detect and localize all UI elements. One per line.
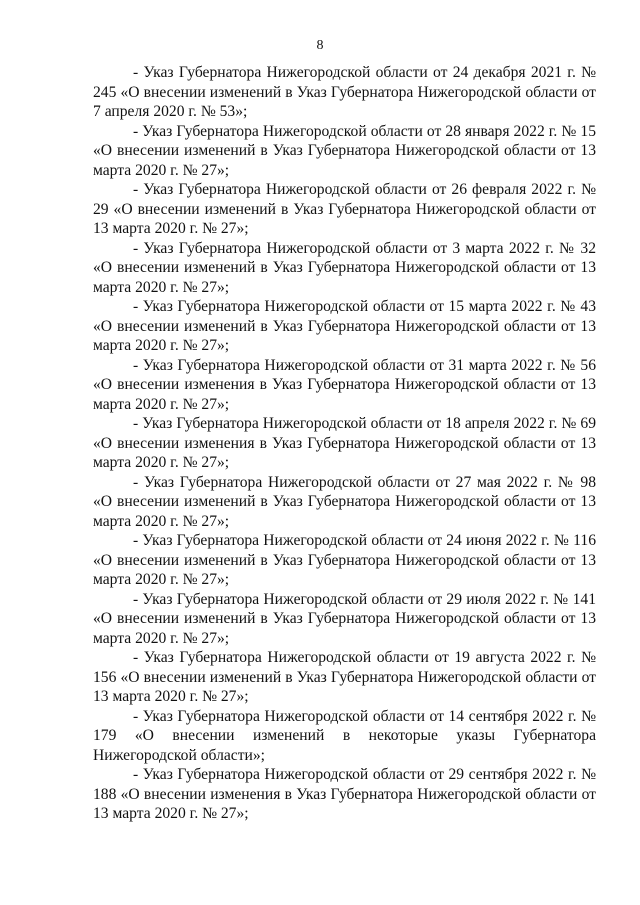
decree-list-item: - Указ Губернатора Нижегородской области от 19 августа 2022 г. № 156 «О внесении изменений в Указ Губернатора Нижегородской области от 13 марта 2020 г. № 27»; [93, 649, 596, 705]
decree-list-item: - Указ Губернатора Нижегородской области от 28 января 2022 г. № 15 «О внесении изменений в Указ Губернатора Нижегородской области от 13 марта 2020 г. № 27»; [93, 122, 596, 179]
decree-list-item: - Указ Губернатора Нижегородской области от 27 мая 2022 г. № 98 «О внесении изменений в Указ Губернатора Нижегородской области от 13 марта 2020 г. № 27»; [93, 473, 596, 530]
decree-list-item: - Указ Губернатора Нижегородской области от 26 февраля 2022 г. № 29 «О внесении изменений в Указ Губернатора Нижегородской области от 13 марта 2020 г. № 27»; [93, 181, 596, 237]
decree-list-item: - Указ Губернатора Нижегородской области от 15 марта 2022 г. № 43 «О внесении изменений в Указ Губернатора Нижегородской области от 13 марта 2020 г. № 27»; [93, 298, 596, 354]
decree-list-item: - Указ Губернатора Нижегородской области от 29 сентября 2022 г. № 188 «О внесении изменения в Указ Губернатора Нижегородской области от 13 марта 2020 г. № 27»; [93, 766, 596, 822]
page-number: 8 [316, 38, 324, 53]
document-body [93, 63, 596, 824]
decree-list-item: - Указ Губернатора Нижегородской области от 3 марта 2022 г. № 32 «О внесении изменений в Указ Губернатора Нижегородской области от 13 марта 2020 г. № 27»; [93, 239, 596, 296]
decree-list-item: - Указ Губернатора Нижегородской области от 31 марта 2022 г. № 56 «О внесении изменения в Указ Губернатора Нижегородской области от 13 марта 2020 г. № 27»; [93, 356, 596, 413]
decree-list-item: - Указ Губернатора Нижегородской области от 24 июня 2022 г. № 116 «О внесении изменений в Указ Губернатора Нижегородской области от 13 марта 2020 г. № 27»; [93, 532, 596, 588]
decree-list-item: - Указ Губернатора Нижегородской области от 18 апреля 2022 г. № 69 «О внесении изменения в Указ Губернатора Нижегородской области от 13 марта 2020 г. № 27»; [93, 415, 596, 471]
decree-list-item: - Указ Губернатора Нижегородской области от 24 декабря 2021 г. № 245 «О внесении изменений в Указ Губернатора Нижегородской области от 7 апреля 2020 г. № 53»; [93, 64, 596, 120]
decree-list-item: - Указ Губернатора Нижегородской области от 29 июля 2022 г. № 141 «О внесении изменений в Указ Губернатора Нижегородской области от 13 марта 2020 г. № 27»; [93, 590, 596, 647]
decree-list-item: - Указ Губернатора Нижегородской области от 14 сентября 2022 г. № 179 «О внесении изменений в некоторые указы Губернатора Нижегородской области»; [93, 707, 596, 764]
